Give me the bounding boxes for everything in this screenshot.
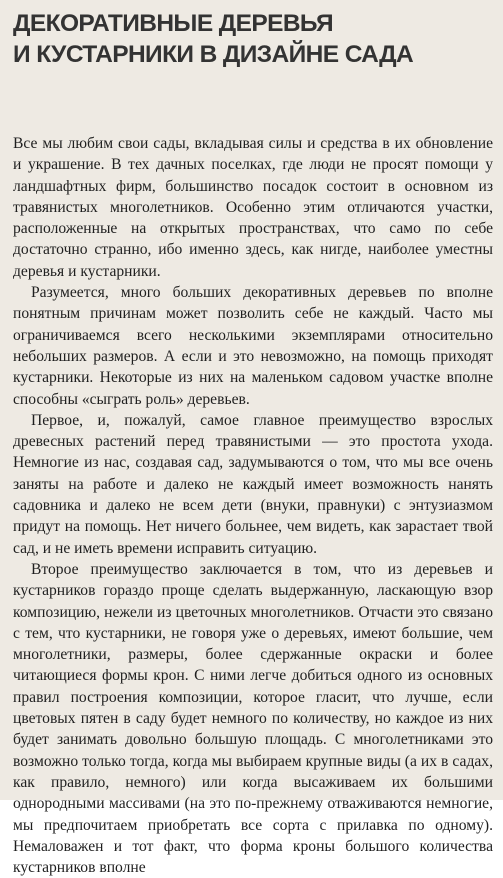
body-text bbox=[13, 133, 493, 878]
paragraph-3: Первое, и, пожалуй, самое главное преимущество взрослых древесных растений перед травянистыми — это простота ухода. Немногие из нас, создавая сад, задумываются о том, что мы все очень заняты на работе и далеко не каждый имеет возможность нанять садовника и далеко не всем дети (внуки, правнуки) с энтузиазмом придут на помощь. Нет ничего больнее, чем видеть, как зарастает твой сад, и не иметь времени исправить ситуацию. bbox=[13, 411, 493, 557]
chapter-title bbox=[13, 8, 493, 70]
chapter-title-line-2: И КУСТАРНИКИ В ДИЗАЙНЕ САДА bbox=[13, 41, 414, 68]
paragraph-2: Разумеется, много больших декоративных деревьев по вполне понятным причинам может позволить себе не каждый. Часто мы ограничиваемся всего несколькими экземплярами относительно небольших размеров. А если и это невозможно, на помощь приходят кустарники. Некоторые из них на маленьком садовом участке вполне способны «сыграть роль» деревьев. bbox=[13, 284, 493, 408]
chapter-title-line-1: ДЕКОРАТИВНЫЕ ДЕРЕВЬЯ bbox=[13, 10, 334, 37]
paragraph-4: Второе преимущество заключается в том, что из деревьев и кустарников гораздо проще сделать выдержанную, ласкающую взор композицию, нежели из цветочных многолетников. Отчасти это связано с тем, что кустарники, не говоря уже о деревьях, имеют большие, чем многолетники, размеры, более сдержанные окраски и более читающиеся формы крон. С ними легче добиться одного из основных правил построения композиции, которое гласит, что лучше, если цветовых пятен в саду будет немного по количеству, но каждое из них будет занимать довольно большую площадь. С многолетниками это возможно только тогда, когда мы выбираем крупные виды (а их в садах, как правило, немного) или когда высаживаем их большими однородными массивами (на это по-прежнему отваживаются немногие, мы предпочитаем приобретать все сорта с прилавка по одному). Немаловажен и тот факт, что форма кроны большого количества кустарников вполне bbox=[13, 560, 493, 877]
paragraph-1: Все мы любим свои сады, вкладывая силы и средства в их обновление и украшение. В тех дачных поселках, где люди не просят помощи у ландшафтных фирм, большинство посадок состоит в основном из травянистых многолетников. Особенно этим отличаются участки, расположенные на открытых пространствах, что само по себе достаточно странно, ибо именно здесь, как нигде, наиболее уместны деревья и кустарники. bbox=[13, 135, 493, 280]
